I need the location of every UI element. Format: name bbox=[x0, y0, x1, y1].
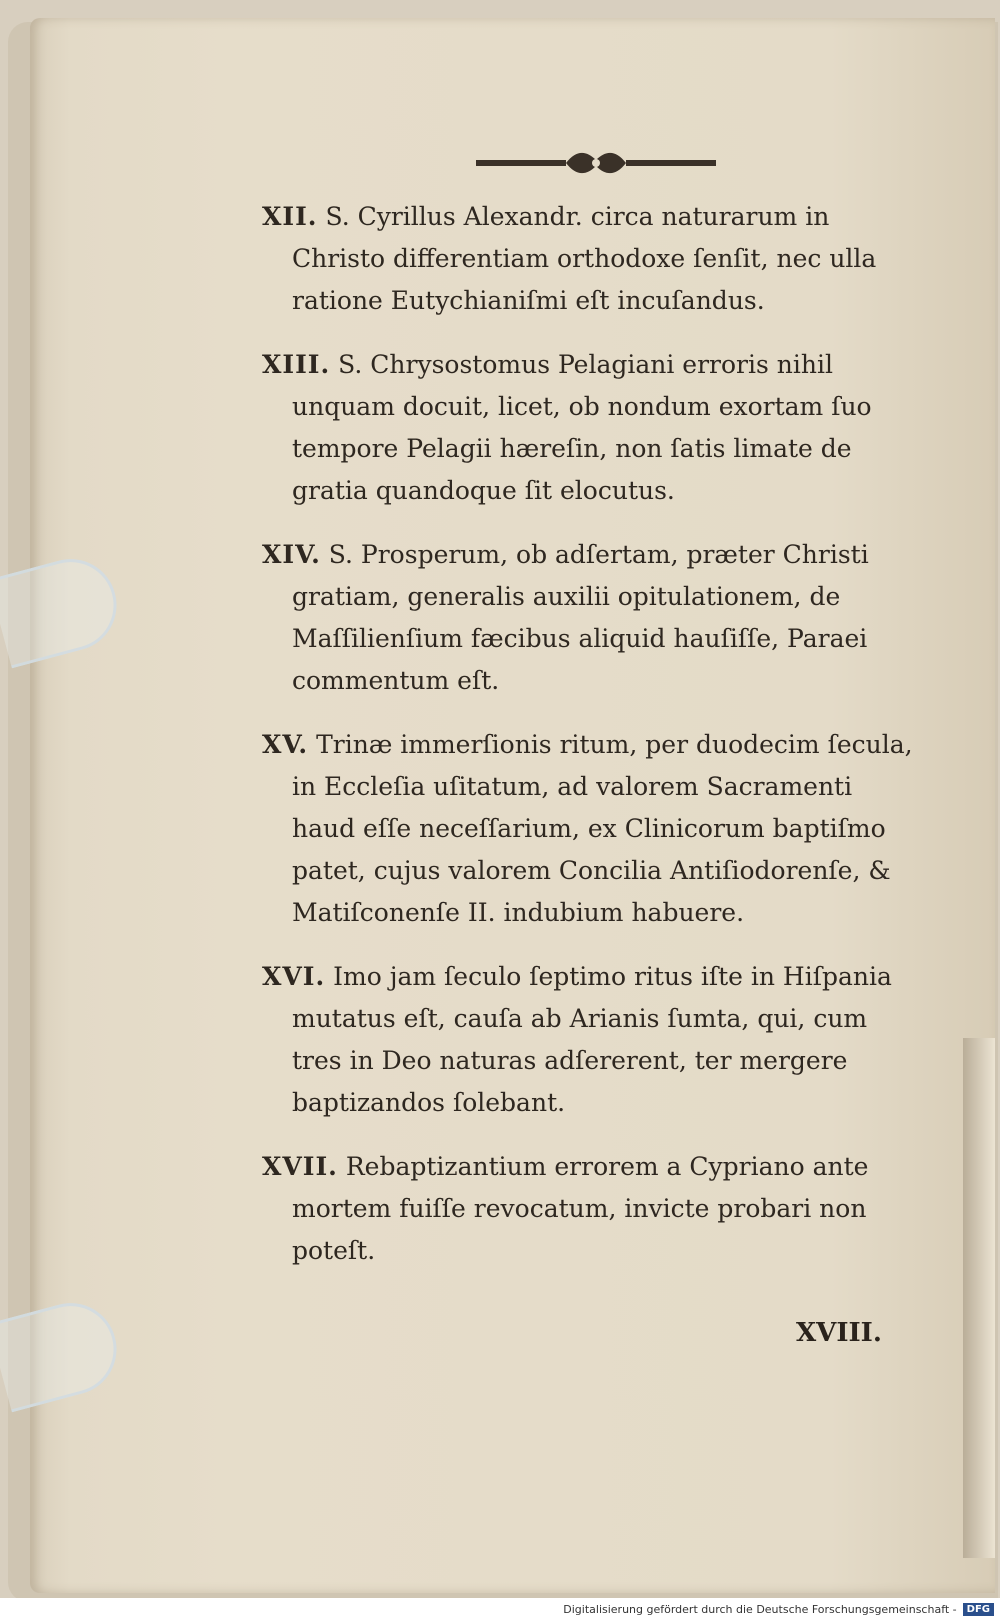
thesis-number: XV. bbox=[262, 730, 309, 759]
thesis-number: XIII. bbox=[262, 350, 331, 379]
thesis-text: Trinæ immerſionis ritum, per duodecim ſecula, in Eccleſia uſitatum, ad valorem Sacramenti haud eſſe neceſſarium, ex Clinicorum baptiſmo patet, cujus valorem Concilia Antiſiodorenſe, & Matiſconenſe II. indubium habuere. bbox=[292, 730, 913, 927]
thesis-text: Imo jam ſeculo ſeptimo ritus iſte in Hiſpania mutatus eſt, cauſa ab Arianis ſumta, qui, cum tres in Deo naturas adſererent, ter mergere baptizandos ſolebant. bbox=[292, 962, 892, 1117]
dfg-logo: DFG bbox=[963, 1603, 994, 1616]
next-page-edge bbox=[963, 1038, 995, 1558]
thesis-number: XIV. bbox=[262, 540, 321, 569]
ornament-divider-icon bbox=[476, 148, 716, 178]
thesis-xiv bbox=[262, 534, 922, 702]
thesis-xii bbox=[262, 196, 922, 322]
thesis-number: XII. bbox=[262, 202, 318, 231]
thesis-text: Rebaptizantium errorem a Cypriano ante mortem fuiſſe revocatum, invicte probari non poteſt. bbox=[292, 1152, 869, 1265]
thesis-xiii bbox=[262, 344, 922, 512]
thesis-number: XVII. bbox=[262, 1152, 338, 1181]
theses-list bbox=[262, 196, 922, 1294]
digitization-footer bbox=[0, 1598, 1000, 1620]
catchword: XVIII. bbox=[796, 1318, 882, 1348]
thesis-text: S. Prosperum, ob adſertam, præter Christi gratiam, generalis auxilii opitulationem, de Maſſilienſium fæcibus aliquid hauſiſſe, Paraei commentum eſt. bbox=[292, 540, 869, 695]
thesis-text: S. Chrysostomus Pelagiani erroris nihil unquam docuit, licet, ob nondum exortam ſuo tempore Pelagii hæreſin, non ſatis limate de gratia quandoque ſit elocutus. bbox=[292, 350, 872, 505]
thesis-xv bbox=[262, 724, 922, 934]
thesis-xvii bbox=[262, 1146, 922, 1272]
footer-credit: Digitalisierung gefördert durch die Deutsche Forschungsgemeinschaft - bbox=[563, 1602, 957, 1616]
thesis-number: XVI. bbox=[262, 962, 326, 991]
thesis-text: S. Cyrillus Alexandr. circa naturarum in Christo differentiam orthodoxe ſenſit, nec ulla ratione Eutychianiſmi eſt incuſandus. bbox=[292, 202, 877, 315]
thesis-xvi bbox=[262, 956, 922, 1124]
